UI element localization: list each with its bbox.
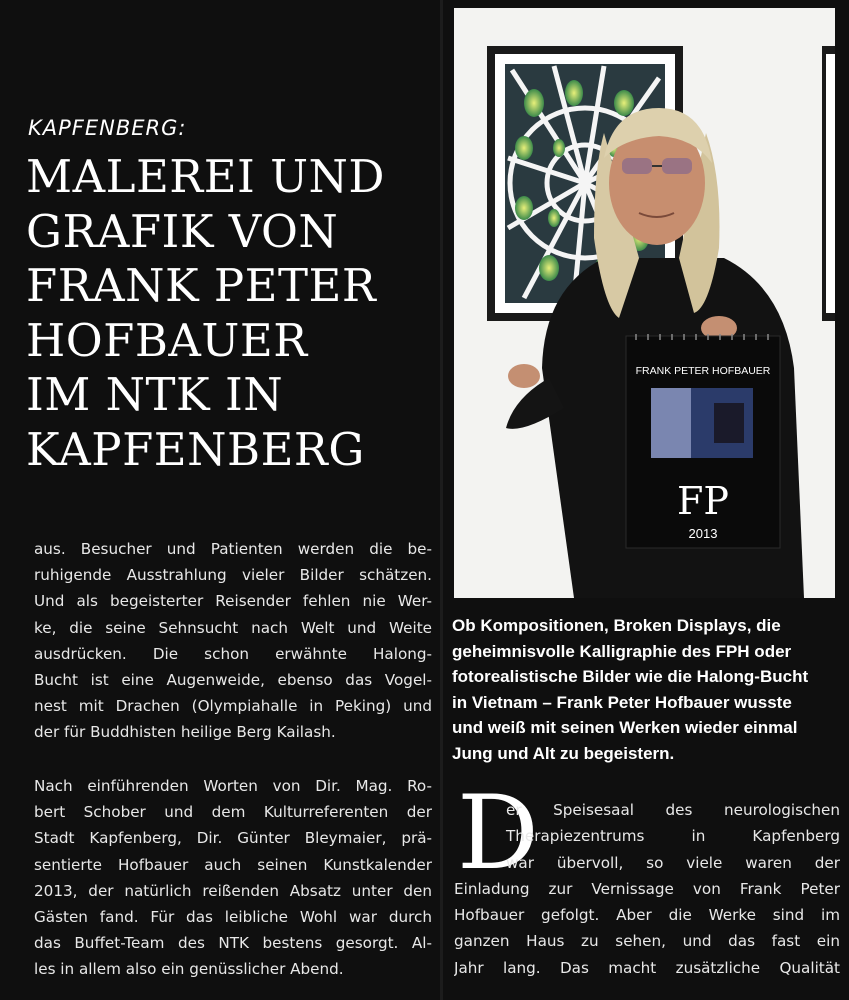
text-line: Hofbauer gefolgt. Aber die Werke sind im	[454, 906, 840, 925]
text-line: das Buffet-Team des NTK bestens gesorgt. Al-	[34, 934, 432, 953]
caption-line: und weiß mit seinen Werken wieder einmal	[452, 718, 798, 737]
caption-line: Jung und Alt zu begeistern.	[452, 743, 675, 763]
calendar	[626, 334, 780, 548]
text-line: Und als begeisterter Reisender fehlen nie Wer-	[34, 592, 432, 611]
text-line: war übervoll, so viele waren der	[506, 853, 840, 872]
text-line: ke, die seine Sehnsucht nach Welt und Weite	[34, 618, 432, 637]
text-line: sentierte Hofbauer auch seinen Kunstkalender	[34, 855, 432, 874]
headline-line: FRANK PETER	[26, 259, 377, 312]
calendar-logo: FP	[677, 479, 729, 523]
article-kicker: KAPFENBERG:	[28, 116, 187, 140]
drop-cap: D	[457, 774, 539, 893]
text-line: les in allem also ein genüsslicher Abend.	[34, 960, 344, 979]
text-line: Stadt Kapfenberg, Dir. Günter Bleymaier, prä-	[34, 829, 432, 848]
headline-line: IM NTK IN	[26, 368, 284, 421]
text-line: ausdrücken. Die schon erwähnte Halong-	[34, 644, 432, 663]
headline-line: HOFBAUER	[26, 313, 308, 367]
text-line: 2013, der natürlich reißenden Absatz unter den	[34, 881, 432, 900]
headline-line: GRAFIK VON	[26, 204, 339, 258]
text-line: ganzen Haus zu sehen, und das fast ein	[454, 932, 840, 951]
headline-line: MALEREI UND	[26, 150, 385, 203]
text-line: ruhigende Ausstrahlung vieler Bilder schätzen.	[34, 566, 432, 585]
text-line: Bucht ist eine Augenweide, ebenso das Vogel-	[34, 671, 432, 690]
photo-caption	[452, 613, 842, 766]
caption-line: in Vietnam – Frank Peter Hofbauer wusste	[452, 692, 792, 712]
text-line: er Speisesaal des neurologischen	[506, 801, 840, 819]
text-line: bert Schober und dem Kulturreferenten der	[34, 803, 432, 822]
text-line: Therapiezentrums in Kapfenberg	[506, 827, 840, 846]
caption-line: Ob Kompositionen, Broken Displays, die	[452, 616, 781, 635]
artist-photo	[454, 8, 835, 598]
caption-line: fotorealistische Bilder wie die Halong-Bucht	[452, 667, 809, 686]
text-line: aus. Besucher und Patienten werden die be-	[34, 540, 432, 558]
body-paragraph-1	[34, 536, 432, 746]
photo-illustration	[454, 8, 835, 598]
calendar-title: FRANK PETER HOFBAUER	[635, 365, 771, 377]
caption-line: geheimnisvolle Kalligraphie des FPH oder	[452, 641, 792, 661]
text-line: nest mit Drachen (Olympiahalle in Peking) und	[34, 697, 432, 716]
text-line: Nach einführenden Worten von Dir. Mag. Ro-	[34, 777, 432, 795]
body-paragraph-3	[454, 797, 840, 981]
body-paragraph-2	[34, 773, 432, 983]
text-line: Jahr lang. Das macht zusätzliche Qualität	[454, 958, 840, 977]
text-line: Einladung zur Vernissage von Frank Peter	[454, 879, 840, 898]
article-headline	[26, 150, 426, 477]
text-line: Gästen fand. Für das leibliche Wohl war durch	[34, 908, 432, 927]
calendar-year: 2013	[688, 526, 718, 541]
headline-line: KAPFENBERG	[26, 422, 365, 476]
text-line: der für Buddhisten heilige Berg Kailash.	[34, 723, 336, 742]
